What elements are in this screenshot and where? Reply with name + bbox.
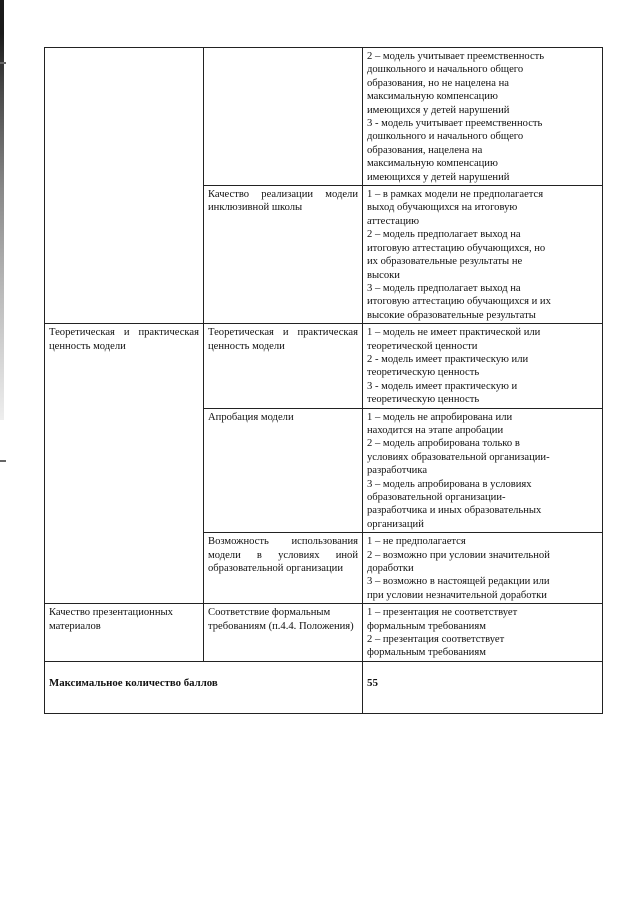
scan-mark — [0, 62, 6, 64]
score-line: дошкольного и начального общего — [367, 64, 524, 76]
score-line: 3 – модель предполагает выход на — [367, 282, 521, 294]
score-line: 2 - модель имеет практическую или — [367, 353, 529, 365]
score-line: 2 – модель апробирована только в — [367, 438, 520, 450]
criterion-cell: Теоретическая и практическая ценность модели — [45, 324, 204, 604]
score-lines — [367, 411, 598, 532]
score-cell — [363, 324, 603, 408]
score-line: теоретическую ценность — [367, 394, 480, 406]
score-lines — [367, 50, 598, 184]
score-line: 2 – модель предполагает выход на — [367, 229, 521, 241]
score-line: находится на этапе апробации — [367, 424, 504, 436]
score-line: 2 – возможно при условии значительной — [367, 549, 550, 561]
score-line: 1 – презентация не соответствует — [367, 607, 518, 619]
score-line: разработчика и иных образовательных — [367, 505, 542, 517]
criterion-cell: Качество презентационных материалов — [45, 604, 204, 662]
score-line: итоговую аттестацию обучающихся, но — [367, 242, 546, 254]
indicator-cell — [204, 48, 363, 186]
score-line: высоки — [367, 269, 400, 281]
score-line: 3 – модель апробирована в условиях — [367, 478, 532, 490]
score-line: теоретическую ценность — [367, 367, 480, 379]
score-line: итоговую аттестацию обучающихся и их — [367, 296, 551, 308]
score-line: 2 – модель учитывает преемственность — [367, 51, 545, 62]
score-line: выход обучающихся на итоговую — [367, 202, 518, 214]
evaluation-criteria-table — [44, 47, 603, 714]
score-line: условиях образовательной организации- — [367, 451, 550, 463]
score-line: организаций — [367, 518, 424, 530]
indicator-cell: Апробация модели — [204, 408, 363, 533]
score-line: максимальную компенсацию — [367, 158, 498, 170]
score-cell — [363, 186, 603, 324]
score-lines — [367, 188, 598, 322]
indicator-cell: Качество реализации модели инклюзивной школы — [204, 186, 363, 324]
score-line: максимальную компенсацию — [367, 91, 498, 103]
table-row — [45, 48, 603, 186]
score-lines — [367, 606, 598, 660]
score-line: имеющихся у детей нарушений — [367, 104, 510, 116]
indicator-cell: Теоретическая и практическая ценность модели — [204, 324, 363, 408]
score-line: дошкольного и начального общего — [367, 131, 524, 143]
score-line: при условии незначительной доработки — [367, 589, 547, 601]
score-line: теоретической ценности — [367, 340, 478, 352]
score-line: 1 – в рамках модели не предполагается — [367, 189, 544, 201]
indicator-cell: Возможность использования модели в условиях иной образовательной организации — [204, 533, 363, 604]
score-lines — [367, 326, 598, 406]
score-line: образовательной организации- — [367, 492, 506, 503]
score-line: 3 – возможно в настоящей редакции или — [367, 576, 550, 588]
score-line: образования, но не нацелена на — [367, 77, 509, 89]
score-line: формальным требованиям — [367, 620, 486, 632]
total-value: 55 — [363, 661, 603, 713]
score-line: 2 – презентация соответствует — [367, 634, 505, 646]
score-line: высокие образовательные результаты — [367, 309, 536, 321]
score-line: 3 - модель учитывает преемственность — [367, 118, 543, 130]
score-lines — [367, 535, 598, 602]
score-line: доработки — [367, 563, 414, 575]
indicator-cell: Соответствие формальным требованиям (п.4.4. Положения) — [204, 604, 363, 662]
score-cell — [363, 408, 603, 533]
table-row — [45, 324, 603, 408]
score-line: 3 - модель имеет практическую и — [367, 380, 518, 392]
score-cell — [363, 604, 603, 662]
score-line: их образовательные результаты не — [367, 256, 523, 268]
score-line: 1 – не предполагается — [367, 536, 466, 548]
score-line: аттестацию — [367, 215, 420, 227]
score-line: 1 – модель не имеет практической или — [367, 327, 541, 339]
score-line: формальным требованиям — [367, 647, 486, 659]
score-line: 1 – модель не апробирована или — [367, 411, 513, 423]
score-cell — [363, 533, 603, 604]
table-row — [45, 604, 603, 662]
score-line: образования, нацелена на — [367, 144, 483, 156]
scan-mark — [0, 460, 6, 462]
score-cell — [363, 48, 603, 186]
score-line: имеющихся у детей нарушений — [367, 171, 510, 183]
score-line: разработчика — [367, 465, 428, 477]
criterion-cell — [45, 48, 204, 324]
total-row — [45, 661, 603, 713]
total-label: Максимальное количество баллов — [45, 661, 363, 713]
